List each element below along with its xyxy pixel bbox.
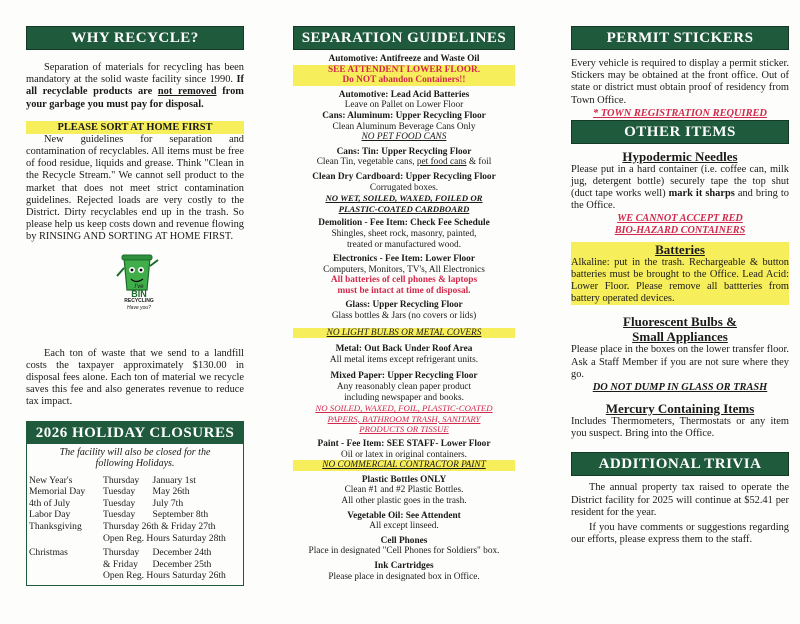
- table-row: 4th of July Tuesday July 7th: [29, 497, 184, 509]
- mercury-paragraph: Includes Thermometers, Thermostats or any item you suspect. Bring into the Office.: [571, 416, 789, 440]
- hypodermic-heading: Hypodermic Needles: [622, 148, 738, 164]
- no-contractor-paint-banner: NO COMMERCIAL CONTRACTOR PAINT: [293, 460, 515, 471]
- sort-paragraph: New guidelines for separation and contamination of recyclables. All items must be free of food residue, liquids and grease. Think "Clean in the Recycle Stream." We cannot sell product to the market that does not meet strict contamination guidelines. Rejected loads are very costly to the District. Dirty recyclables end up in the trash. So please help us keep costs down and revenue flowing by RINSING AND SORTING AT HOME FIRST.: [26, 133, 244, 243]
- holiday-header: 2026 HOLIDAY CLOSURES: [27, 422, 243, 444]
- do-not-dump-note: DO NOT DUMP IN GLASS OR TRASH: [592, 382, 768, 394]
- trivia-paragraph-1: The annual property tax raised to operate the District facility for 2025 will continue at $52.41 per resident for the year.: [571, 482, 789, 518]
- town-registration-note: * TOWN REGISTRATION REQUIRED: [593, 107, 767, 119]
- why-recycle-header: WHY RECYCLE?: [26, 26, 244, 50]
- table-row: Thanksgiving Thursday 26th & Friday 27th Open Reg. Hours Saturday 28th: [29, 521, 226, 544]
- logo-recycling-text: RECYCLING: [124, 297, 154, 304]
- attendant-warning: SEE ATTENDENT LOWER FLOOR. Do NOT abandon Containers!!: [293, 65, 515, 86]
- logo-have-you-text: Have you?: [127, 304, 151, 311]
- recycling-bin-logo: [110, 252, 166, 310]
- permit-paragraph: Every vehicle is required to display a permit sticker. Stickers may be obtained at the front office. Out of state or district must obtain proof of residency from Town Office.: [571, 58, 789, 106]
- batteries-box: [571, 242, 789, 306]
- table-row: Christmas Thursday & Friday December 24th December 25th: [29, 547, 212, 570]
- trivia-header: ADDITIONAL TRIVIA: [571, 452, 789, 476]
- holiday-table: New Year's Thursday January 1st Memorial Day Tuesday May 26th 4th of July Tuesday July 7th Labor Day Tuesday September 8th Thanksgiving Thursday 26th & Friday 27th Open Reg. Hours Saturday 28th Christmas Thursday & Friday December 24th December 25th Open Reg. Hours Saturday 26th: [29, 474, 226, 582]
- column-right: [571, 26, 789, 546]
- logo-ive-text: I've: [134, 283, 144, 290]
- no-bulbs-banner: NO LIGHT BULBS OR METAL COVERS: [293, 328, 515, 339]
- separation-header: SEPARATION GUIDELINES: [293, 26, 515, 50]
- biohazard-warning: WE CANNOT ACCEPT RED BIO-HAZARD CONTAINERS: [614, 212, 746, 236]
- trivia-paragraph-2: If you have comments or suggestions regarding our efforts, please express them to the staff.: [571, 522, 789, 546]
- batteries-paragraph: Alkaline: put in the trash. Rechargeable & button batteries must be brought to the Office. Lead Acid: Lower Floor. Please remove all battteries from battery operated devices.: [571, 256, 789, 305]
- other-items-header: OTHER ITEMS: [571, 120, 789, 144]
- fluorescent-paragraph: Please place in the boxes on the lower transfer floor. Ask a Staff Member if you are not sure where they go.: [571, 344, 789, 380]
- batteries-heading: Batteries: [655, 241, 705, 257]
- logo-bin-text: BIN: [131, 288, 147, 299]
- holiday-intro: The facility will also be closed for the following Holidays.: [59, 446, 211, 470]
- permit-header: PERMIT STICKERS: [571, 26, 789, 50]
- sort-home-banner: PLEASE SORT AT HOME FIRST: [26, 121, 244, 134]
- column-middle: SEPARATION GUIDELINES Automotive: Antifreeze and Waste Oil SEE ATTENDENT LOWER FLOOR. Do NOT abandon Containers!! Automotive: Lead Acid Batteries Leave on Pallet on Lower Floor Cans: Aluminum: Upper Recycling Floor Clean Aluminum Beverage Cans Only NO PET FOOD CANS Cans: Tin: Upper Recycling Floor Clean Tin, vegetable cans, pet food cans & foil Clean Dry Cardboard: Upper Recycling Floor Corrugated boxes. NO WET, SOILED, WAXED, FOILED OR PLASTIC-COATED CARDBOARD Demolition - Fee Item: Check Fee Schedule Shingles, sheet rock, masonry, painted, treated or manufactured wood. Electronics - Fee Item: Lower Floor Computers, Monitors, TV's, All Electronics All batteries of cell phones & laptops must be intact at time of disposal. Glass: Upper Recycling Floor Glass bottles & Jars (no covers or lids) NO LIGHT BULBS OR METAL COVERS Metal: Out Back Under Roof Area All metal items except refrigerant units. Mixed Paper: Upper Recycling Floor Any reasonably clean paper product including newspaper and books. NO SOILED, WAXED, FOIL, PLASTIC-COATED PAPERS, BATHROOM TRASH, SANITARY PRODUCTS OR TISSUE Paint - Fee Item: SEE STAFF- Lower Floor Oil or latex in original containers. NO COMMERCIAL CONTRACTOR PAINT Plastic Bottles ONLY Clean #1 and #2 Plastic Bottles. All other plastic goes in the trash. Vegetable Oil: See Attendent All except linseed. Cell Phones Place in designated "Cell Phones for Soldiers" box. Ink Cartridges Please place in designated box in Office.: [293, 26, 515, 582]
- fluorescent-heading: Fluorescent Bulbs & Small Appliances: [623, 314, 737, 345]
- why-recycle-paragraph: Separation of materials for recycling has been mandatory at the solid waste facility since 1990. If all recyclable products are not removed from your garbage you must pay for disposal.: [26, 62, 244, 110]
- hypodermic-paragraph: Please put in a hard container (i.e. coffee can, milk jug, detergent bottle) securely tape the top shut (duct tape works well) mark it sharps and bring to the Office.: [571, 163, 789, 212]
- table-row: New Year's Thursday January 1st: [29, 474, 196, 486]
- column-left: [26, 26, 244, 586]
- mercury-heading: Mercury Containing Items: [605, 401, 755, 417]
- ton-cost-paragraph: Each ton of waste that we send to a landfill costs the taxpayer approximately $130.00 in disposal fees alone. Each ton of material we recycle saves this fee and also generates revenue to reduce tax impact.: [26, 347, 244, 408]
- holiday-box: [26, 421, 244, 586]
- table-row: Labor Day Tuesday September 8th: [29, 509, 209, 521]
- table-row: Memorial Day Tuesday May 26th: [29, 486, 190, 498]
